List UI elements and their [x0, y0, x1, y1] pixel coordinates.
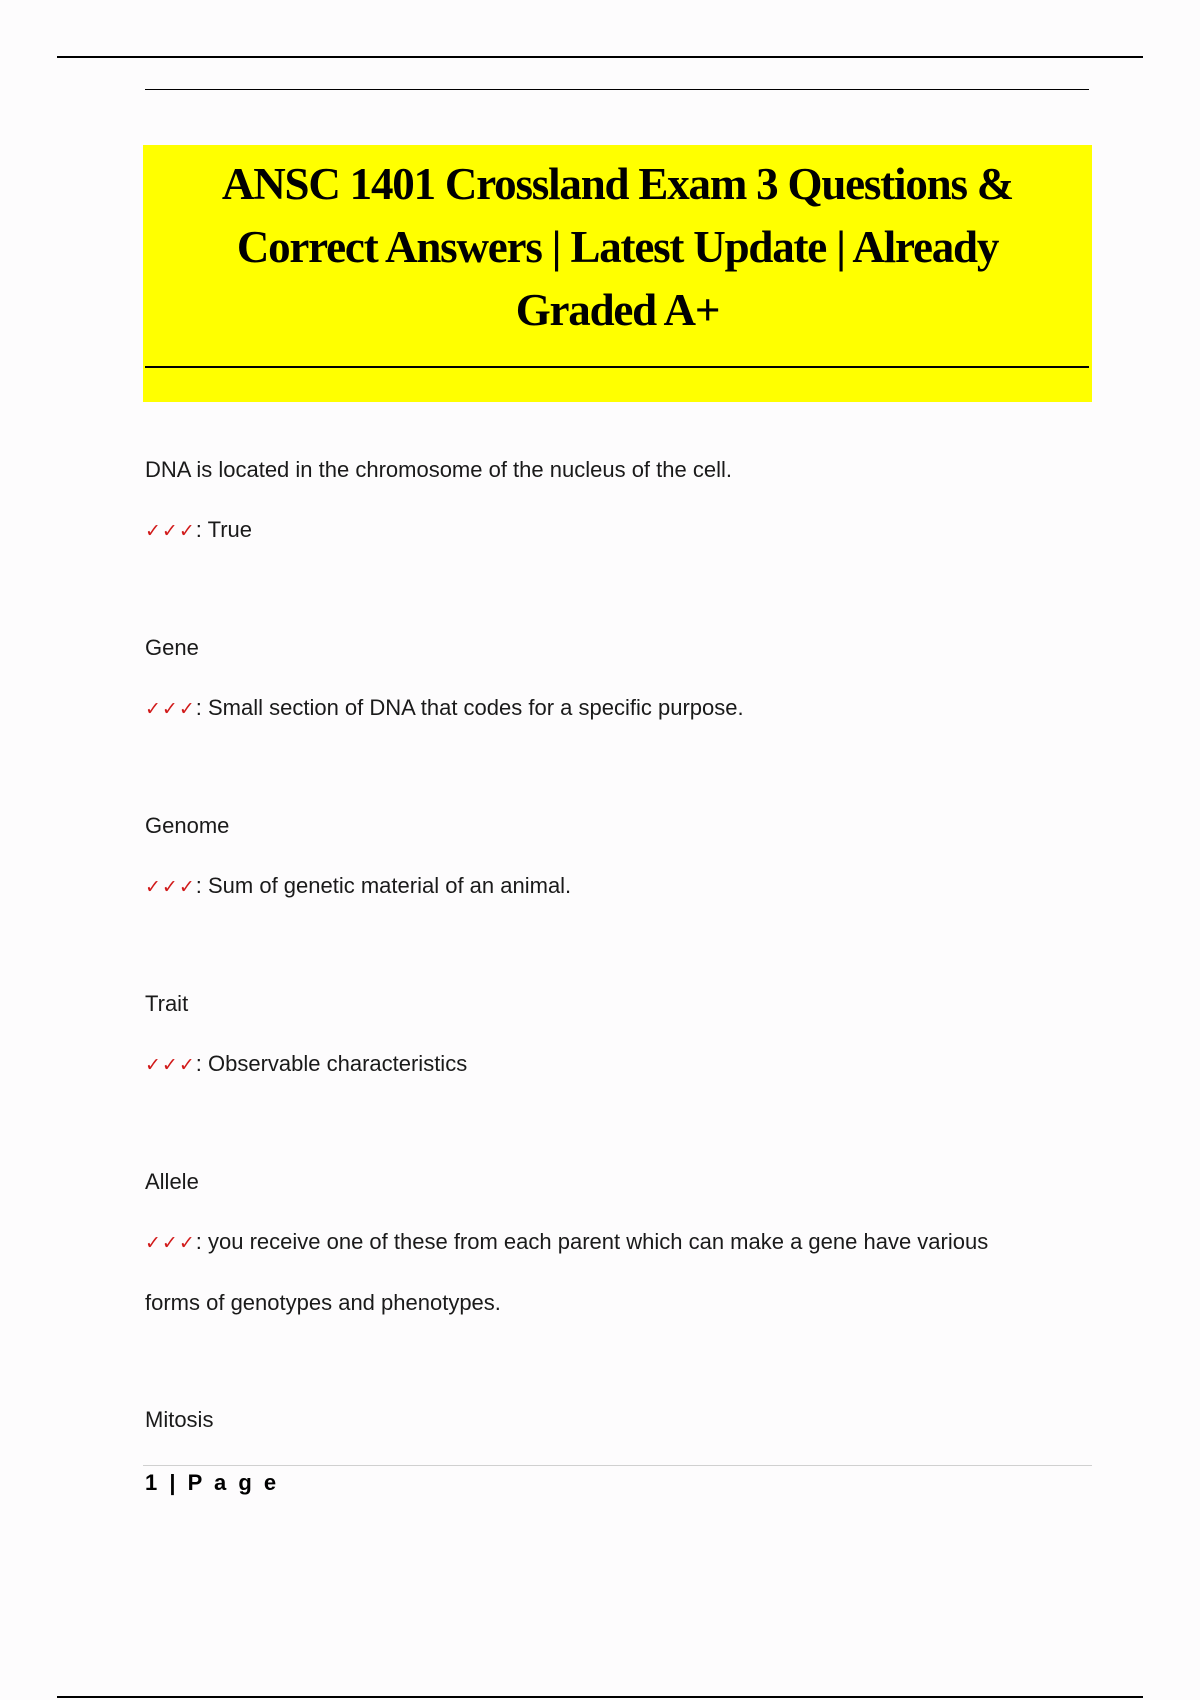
question-text: Genome	[145, 813, 230, 838]
qa-item	[145, 811, 1090, 902]
qa-list	[145, 455, 1090, 1435]
answer-text: : Sum of genetic material of an animal.	[195, 873, 572, 898]
page-number: 1 | P a g e	[145, 1470, 280, 1495]
checkmark-icon: ✓✓✓	[145, 1054, 196, 1076]
question-text: DNA is located in the chromosome of the nucleus of the cell.	[145, 457, 732, 482]
question-text: Gene	[145, 635, 199, 660]
answer	[145, 515, 1090, 546]
qa-item	[145, 1405, 1090, 1435]
top-rule	[57, 56, 1143, 58]
answer-text: : True	[195, 517, 253, 542]
answer-text: : Observable characteristics	[195, 1051, 468, 1076]
qa-item	[145, 1167, 1090, 1318]
checkmark-icon: ✓✓✓	[145, 698, 196, 720]
qa-item	[145, 633, 1090, 724]
document-title: ANSC 1401 Crossland Exam 3 Questions & Correct Answers | Latest Update | Already Graded A+	[221, 159, 1014, 335]
checkmark-icon: ✓✓✓	[145, 876, 196, 898]
title-rule	[145, 366, 1089, 368]
header-rule	[145, 89, 1089, 90]
question-text: Mitosis	[145, 1407, 214, 1432]
answer	[145, 871, 1090, 902]
footer-rule	[143, 1465, 1092, 1466]
bottom-rule	[57, 1696, 1143, 1698]
answer-text-continued: forms of genotypes and phenotypes.	[145, 1290, 501, 1315]
answer-text: : Small section of DNA that codes for a specific purpose.	[195, 695, 744, 720]
qa-item	[145, 989, 1090, 1080]
checkmark-icon: ✓✓✓	[145, 520, 196, 542]
answer	[145, 1049, 1090, 1080]
checkmark-icon: ✓✓✓	[145, 1232, 196, 1254]
question-text: Allele	[145, 1169, 199, 1194]
answer	[145, 1227, 1090, 1318]
question-text: Trait	[145, 991, 189, 1016]
title-banner	[143, 145, 1092, 402]
answer-text: : you receive one of these from each parent which can make a gene have various	[195, 1229, 989, 1254]
answer	[145, 693, 1090, 724]
qa-item	[145, 455, 1090, 546]
